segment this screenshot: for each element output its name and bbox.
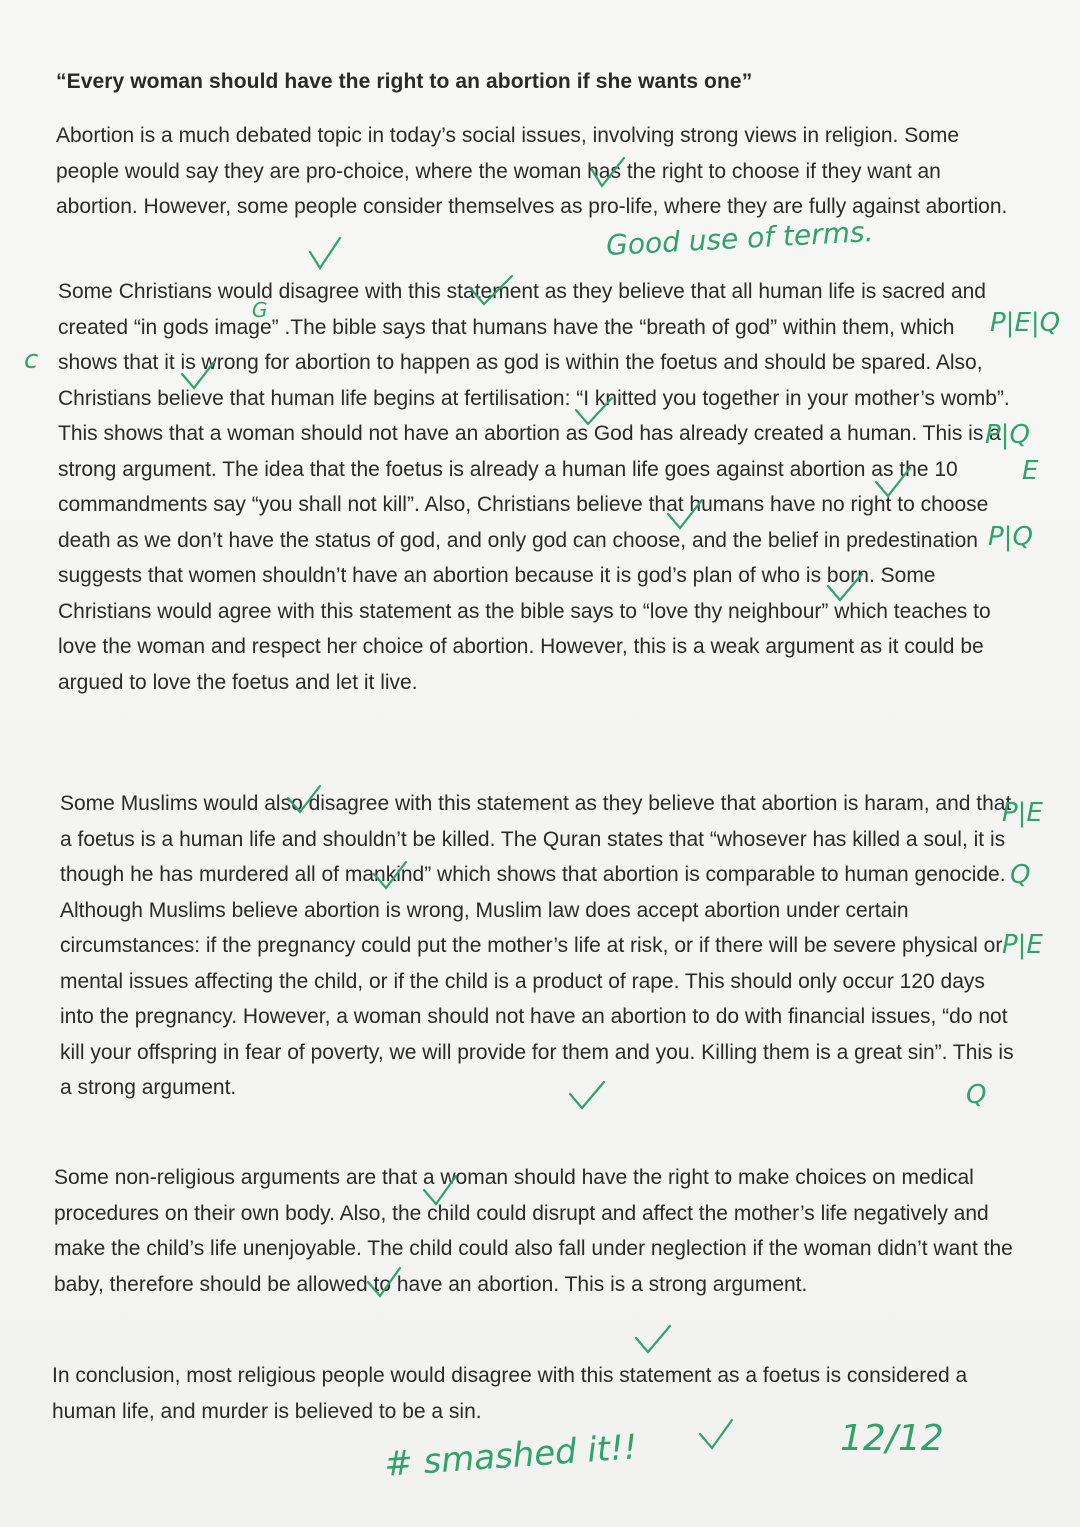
- tick-mark: [700, 1420, 732, 1448]
- tick-mark: [310, 238, 340, 268]
- margin-mark-pe-2: P|E: [1002, 930, 1043, 960]
- tick-mark: [576, 398, 612, 424]
- tick-mark: [570, 1082, 604, 1108]
- paragraph-conclusion: In conclusion, most religious people would disagree with this statement as a foetus is considered a human life, and murder is believed to be a sin.: [52, 1364, 968, 1423]
- tick-mark: [636, 1326, 670, 1352]
- score-mark: 12/12: [840, 1418, 944, 1459]
- margin-mark-q-1: Q: [1010, 860, 1031, 890]
- margin-mark-pe-1: P|E: [1002, 798, 1043, 828]
- teacher-final-comment: # smashed it!!: [382, 1427, 639, 1485]
- margin-mark-pleq-1: P|E|Q: [990, 308, 1061, 338]
- tick-mark: [374, 862, 406, 888]
- paragraph-introduction: Abortion is a much debated topic in today’s social issues, involving strong views in religion. Some people would say they are pro-choice, where the woman has the right to choose if they want an abortion. However, some people consider themselves as pro-life, where they are fully against abortion.: [56, 124, 1008, 218]
- tick-mark: [668, 500, 702, 528]
- essay-title: “Every woman should have the right to an abortion if she wants one”: [56, 70, 753, 93]
- margin-mark-pq-2: P|Q: [988, 522, 1033, 552]
- margin-mark-c: c: [24, 345, 39, 375]
- tick-mark: [368, 1268, 400, 1296]
- paragraph-non-religious-view: Some non-religious arguments are that a woman should have the right to make choices on medical procedures on their own body. Also, the child could disrupt and affect the mother’s life negatively and make the child’s life unenjoyable. The child could also fall under neglection if the woman didn’t want the baby, therefore should be allowed to have an abortion. This is a strong argument.: [54, 1166, 1013, 1296]
- tick-mark: [424, 1176, 456, 1204]
- insert-mark-g: G: [252, 298, 268, 322]
- tick-mark: [876, 468, 910, 496]
- margin-mark-pq-1: P|Q: [985, 420, 1030, 450]
- teacher-comment-terms: Good use of terms.: [605, 215, 875, 262]
- tick-mark: [470, 276, 512, 304]
- tick-mark: [828, 574, 862, 600]
- paragraph-christian-view: Some Christians would disagree with this statement as they believe that all human life is sacred and created “in gods image” .The bible says that humans have the “breath of god” within them, which shows that it is wrong for abortion to happen as god is within the foetus and should be spared. Also, Christians believe that human life begins at fertilisation: “I knitted you together in your mother’s womb”. This shows that a woman should not have an abortion as God has already created a human. This is a strong argument. The idea that the foetus is already a human life goes against abortion as the 10 commandments say “you shall not kill”. Also, Christians believe that humans have no right to choose death as we don’t have the status of god, and only god can choose, and the belief in predestination suggests that women shouldn’t have an abortion because it is god’s plan of who is born. Some Christians would agree with this statement as the bible says to “love thy neighbour” which teaches to love the woman and respect her choice of abortion. However, this is a weak argument as it could be argued to love the foetus and let it live.: [58, 280, 1010, 694]
- tick-mark: [592, 158, 624, 186]
- margin-mark-e-1: E: [1022, 456, 1039, 486]
- tick-mark: [182, 362, 214, 388]
- paragraph-muslim-view: Some Muslims would also disagree with this statement as they believe that abortion is haram, and that a foetus is a human life and shouldn’t be killed. The Quran states that “whosever has killed a soul, it is though he has murdered all of mankind” which shows that abortion is comparable to human genocide. Although Muslims believe abortion is wrong, Muslim law does accept abortion under certain circumstances: if the pregnancy could put the mother’s life at risk, or if there will be severe physical or mental issues affecting the child, or if the child is a product of rape. This should only occur 120 days into the pregnancy. However, a woman should not have an abortion to do with financial issues, “do not kill your offspring in fear of poverty, we will provide for them and you. Killing them is a great sin”. This is a strong argument.: [60, 792, 1014, 1099]
- margin-mark-q-2: Q: [966, 1080, 987, 1110]
- tick-mark: [288, 786, 320, 812]
